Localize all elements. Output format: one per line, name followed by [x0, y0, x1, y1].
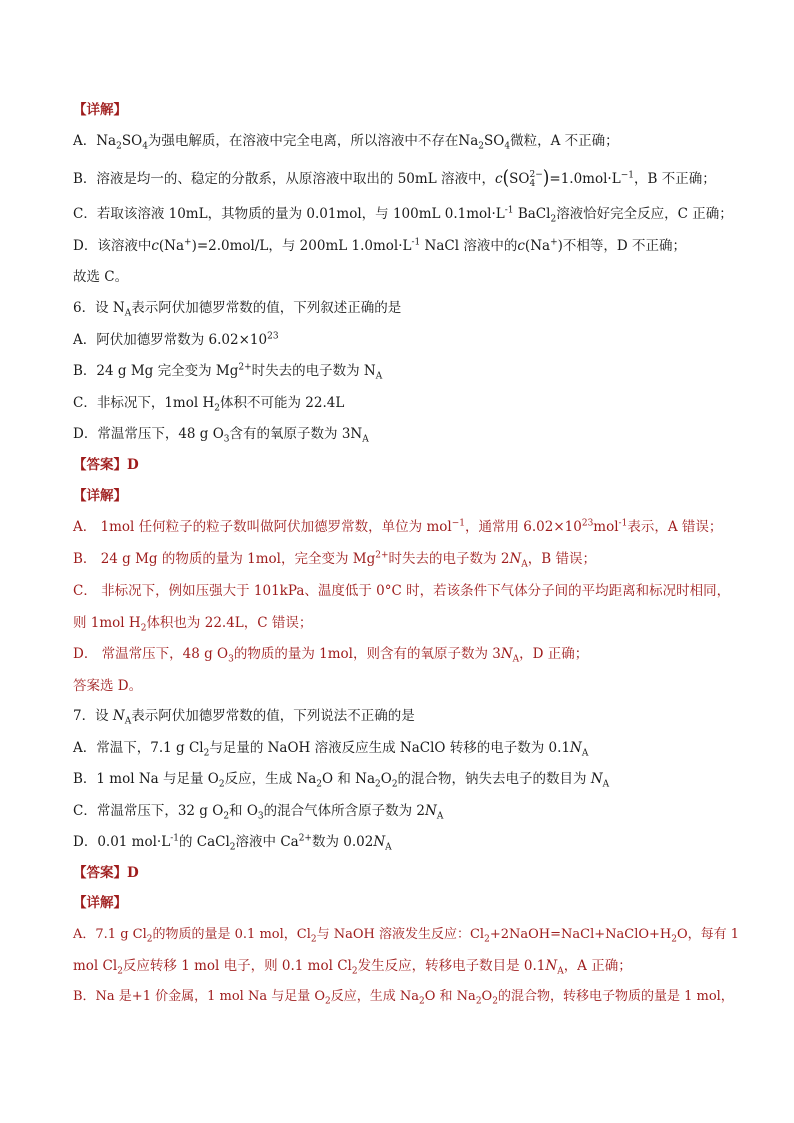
q6-explain-c-cont: 则 1mol $H_2$体积也为 22.4L，C 错误；	[73, 615, 313, 634]
q6-answer: 【答案】D	[73, 457, 139, 473]
q6-option-b: B．24 g Mg 完全变为 $Mg^{2+}$时失去的电子数为 $N_A$	[73, 362, 383, 382]
detail-heading: 【详解】	[73, 102, 127, 118]
q6-explain-c: C． 非标况下，例如压强大于 101kPa、温度低于 0°C 时，若该条件下气体分子间的平均距离和标况时相同，	[73, 583, 731, 599]
q7-option-d: D．0.01 $mol\cdot L^{-1}$的 CaCl$_2$溶液中 $Ca^{2+}$数为 $0.02N_A$	[73, 833, 392, 853]
q7-option-c: C．常温常压下，32 g $O_2$和 $O_3$的混合气体所含原子数为 $2N_A$	[73, 803, 444, 822]
q7-explain-b: B．Na 是+1 价金属，1 mol Na 与足量 $O_2$反应，生成 $Na_2O$ 和 $Na_2O_2$的混合物，转移电子物质的量是 1 mol，	[73, 989, 734, 1007]
q6-stem: 6．设 $N_A$表示阿伏加德罗常数的值，下列叙述正确的是	[73, 300, 402, 319]
q6-explain-b: B． 24 g Mg 的物质的量为 1mol，完全变为 $Mg^{2+}$时失去的电子数为 $2N_A$，B 错误；	[73, 550, 596, 570]
q7-option-a: A．常温下，7.1 g $Cl_2$与足量的 NaOH 溶液反应生成 NaClO 转移的电子数为 $0.1N_A$	[73, 740, 589, 759]
q6-option-a: A．阿伏加德罗常数为 $6.02\times 10^{23}$	[73, 331, 279, 348]
s1-option-c: C．若取该溶液 10mL，其物质的量为 0.01mol，与 100mL $0.1mol\cdot L^{-1}$ BaCl$_2$溶液恰好完全反应，C 正确；	[73, 205, 733, 225]
s1-option-d: D．该溶液中c(Na+)=2.0mol/L，与 200mL $1.0mol\cdot L^{-1}$ NaCl 溶液中的c(Na+)不相等，D 不正确；	[73, 237, 686, 254]
s1-conclusion: 故选 C。	[73, 269, 129, 285]
s1-option-b: B．溶液是均一的、稳定的分散系，从原溶液中取出的 50mL 溶液中，c(SO 2− 4 )$=1.0mol\cdot L^{-1}$，B 不正确；	[73, 166, 716, 190]
q6-explain-a: A． 1mol 任何粒子的粒子数叫做阿伏加德罗常数，单位为 mol$^{-1}$，通常用 $6.02\times 10^{23}mol^{-1}$表示，A 错误；	[73, 518, 723, 535]
q7-answer: 【答案】D	[73, 865, 139, 881]
q6-detail-heading: 【详解】	[73, 488, 127, 504]
q6-option-d: D．常温常压下，48 g $O_3$含有的氧原子数为 $3N_A$	[73, 426, 369, 445]
q7-detail-heading: 【详解】	[73, 895, 127, 911]
q6-option-c: C．非标况下，1mol $H_2$体积不可能为 22.4L	[73, 395, 345, 414]
s1-option-a: A．$Na_2SO_4$为强电解质，在溶液中完全电离，所以溶液中不存在$Na_2SO_4$微粒，A 不正确；	[73, 133, 619, 152]
q7-explain-a-cont: mol $Cl_2$反应转移 1 mol 电子，则 0.1 mol $Cl_2$发生反应，转移电子数目是 $0.1N_A$，A 正确；	[73, 958, 632, 977]
q6-explain-d: D． 常温常压下，48 g $O_3$的物质的量为 1mol，则含有的氧原子数为 $3N_A$，D 正确；	[73, 646, 589, 665]
q6-conclusion: 答案选 D。	[73, 678, 143, 694]
q7-stem: 7．设 $N_A$表示阿伏加德罗常数的值，下列说法不正确的是	[73, 708, 415, 727]
q7-explain-a: A．7.1 g $Cl_2$的物质的量是 0.1 mol，$Cl_2$与 NaOH 溶液发生反应：$Cl_2+2NaOH=NaCl+NaClO+H_2O$，每有 1	[73, 927, 740, 945]
q7-option-b: B．1 mol Na 与足量 $O_2$反应，生成 $Na_2O$ 和 $Na_2O_2$的混合物，钠失去电子的数目为 $N_A$	[73, 771, 610, 790]
